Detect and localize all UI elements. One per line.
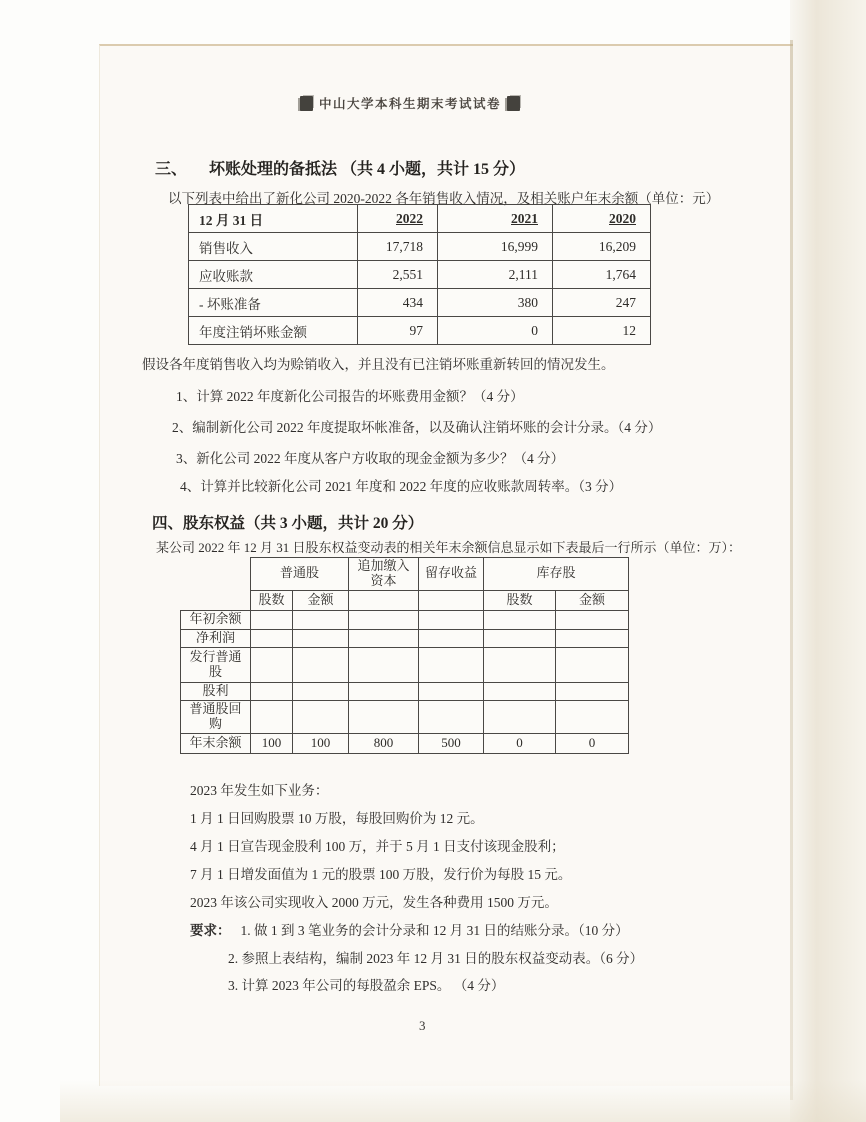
value-cell: 380 [438,289,553,317]
question-1: 1、计算 2022 年度新化公司报告的坏账费用金额？（4 分） [176,389,524,404]
empty-cell [419,700,484,733]
amount-subheader: 金额 [556,590,629,610]
requirement-2: 2. 参照上表结构，编制 2023 年 12 月 31 日的股东权益变动表。（6 分） [228,951,644,966]
treasury-stock-group: 库存股 [484,558,629,591]
table-row [181,682,629,700]
table-row [181,610,629,629]
empty-cell [293,610,349,629]
ink-smudge-right-icon [507,96,520,111]
year-label: 2020 [609,210,636,226]
transaction-1: 1 月 1 日回购股票 10 万股，每股回购价为 12 元。 [190,811,484,826]
value-cell: 2,111 [438,261,553,289]
empty-cell [556,610,629,629]
empty-cell [251,610,293,629]
row-label: - 坏账准备 [189,289,358,317]
requirement-3: 3. 计算 2023 年公司的每股盈余 EPS。 （4 分） [228,978,505,993]
ending-treasury-amount-cell: 0 [556,733,629,753]
empty-cell [556,682,629,700]
scan-background-right [790,0,866,1122]
empty-cell [349,590,419,610]
year-2022-cell [358,205,438,233]
revenue-table [188,204,651,345]
table-row [189,289,651,317]
blank-corner-cell [181,558,251,611]
question-2: 2、编制新化公司 2022 年度提取坏帐准备，以及确认注销坏账的会计分录。（4 分） [172,420,662,435]
year-2020-cell [553,205,651,233]
value-cell: 2,551 [358,261,438,289]
section4-number: 四、 [152,515,184,532]
value-cell: 17,718 [358,233,438,261]
row-label: 年初余额 [181,610,251,629]
empty-cell [349,647,419,682]
requirement-1-line [190,919,629,939]
empty-cell [349,629,419,647]
empty-cell [293,682,349,700]
value-cell: 16,999 [438,233,553,261]
table-row [189,317,651,345]
exam-title: 中山大学本科生期末考试试卷 [318,97,502,111]
page-number: 3 [419,1018,426,1033]
section3-number: 三、 [155,161,188,178]
table-row [181,700,629,733]
shares-subheader: 股数 [251,590,293,610]
retained-earnings-group: 留存收益 [419,558,484,591]
amount-subheader: 金额 [293,590,349,610]
table-row [181,733,629,753]
transaction-2: 4 月 1 日宣告现金股利 100 万，并于 5 月 1 日支付该现金股利； [190,839,565,854]
table-row [189,205,651,233]
empty-cell [349,682,419,700]
empty-cell [484,682,556,700]
section4-heading [152,511,423,533]
empty-cell [251,700,293,733]
row-label: 销售收入 [189,233,358,261]
question-3: 3、新化公司 2022 年度从客户方收取的现金金额为多少？（4 分） [176,451,565,466]
empty-cell [251,629,293,647]
table-row [181,558,629,591]
empty-cell [293,629,349,647]
transaction-3: 7 月 1 日增发面值为 1 元的股票 100 万股，发行价为每股 15 元。 [190,867,572,882]
row-label: 年末余额 [181,733,251,753]
row-label: 股利 [181,682,251,700]
ending-treasury-shares-cell: 0 [484,733,556,753]
ending-amount-cell: 100 [293,733,349,753]
year-label: 2021 [511,210,538,226]
value-cell: 16,209 [553,233,651,261]
value-cell: 247 [553,289,651,317]
section4-title: 股东权益 [183,515,246,532]
assumption-text: 假设各年度销售收入均为赊销收入，并且没有已注销坏账重新转回的情况发生。 [142,357,615,372]
table-row [189,261,651,289]
empty-cell [419,610,484,629]
ink-smudge-left-icon [300,96,313,111]
year-label: 2022 [396,210,423,226]
equity-table [180,557,629,754]
section3-heading [155,156,525,179]
empty-cell [419,647,484,682]
date-header-cell: 12 月 31 日 [189,205,358,233]
row-label: 净利润 [181,629,251,647]
section4-points: （共 3 小题，共计 20 分） [245,515,424,532]
question-4: 4、计算并比较新化公司 2021 年度和 2022 年度的应收账款周转率。（3 分） [180,479,623,494]
empty-cell [556,700,629,733]
section3-intro: 以下列表中给出了新化公司 2020-2022 各年销售收入情况，及相关账户年末余额（单位：元） [168,191,720,206]
requirement-1: 1. 做 1 到 3 笔业务的会计分录和 12 月 31 日的结账分录。（10 分） [240,923,629,938]
ending-apic-cell: 800 [349,733,419,753]
business-intro: 2023 年发生如下业务： [190,783,329,798]
table-row [181,647,629,682]
value-cell: 0 [438,317,553,345]
section3-title: 坏账处理的备抵法 [209,161,338,178]
requirements-label: 要求： [190,923,231,938]
page-edge-shadow [790,40,793,1100]
empty-cell [419,682,484,700]
value-cell: 1,764 [553,261,651,289]
value-cell: 12 [553,317,651,345]
empty-cell [484,647,556,682]
empty-cell [556,647,629,682]
common-stock-group: 普通股 [251,558,349,591]
shares-subheader: 股数 [484,590,556,610]
value-cell: 434 [358,289,438,317]
value-cell: 97 [358,317,438,345]
empty-cell [251,682,293,700]
row-label: 年度注销坏账金额 [189,317,358,345]
ending-retained-cell: 500 [419,733,484,753]
empty-cell [419,629,484,647]
section3-points: （共 4 小题，共计 15 分） [341,161,526,178]
row-label: 应收账款 [189,261,358,289]
empty-cell [484,700,556,733]
table-row [181,629,629,647]
empty-cell [484,610,556,629]
empty-cell [251,647,293,682]
empty-cell [419,590,484,610]
empty-cell [556,629,629,647]
empty-cell [349,700,419,733]
empty-cell [484,629,556,647]
empty-cell [293,700,349,733]
additional-paid-in-capital-group: 追加缴入资本 [349,558,419,591]
exam-header [300,94,520,112]
empty-cell [349,610,419,629]
section4-intro: 某公司 2022 年 12 月 31 日股东权益变动表的相关年末余额信息显示如下表最后一行所示（单位：万）： [156,540,742,555]
table-row [189,233,651,261]
scan-background-bottom [60,1080,866,1122]
ending-shares-cell: 100 [251,733,293,753]
transaction-4: 2023 年该公司实现收入 2000 万元，发生各种费用 1500 万元。 [190,895,558,910]
year-2021-cell [438,205,553,233]
row-label: 发行普通股 [181,647,251,682]
empty-cell [293,647,349,682]
row-label: 普通股回购 [181,700,251,733]
